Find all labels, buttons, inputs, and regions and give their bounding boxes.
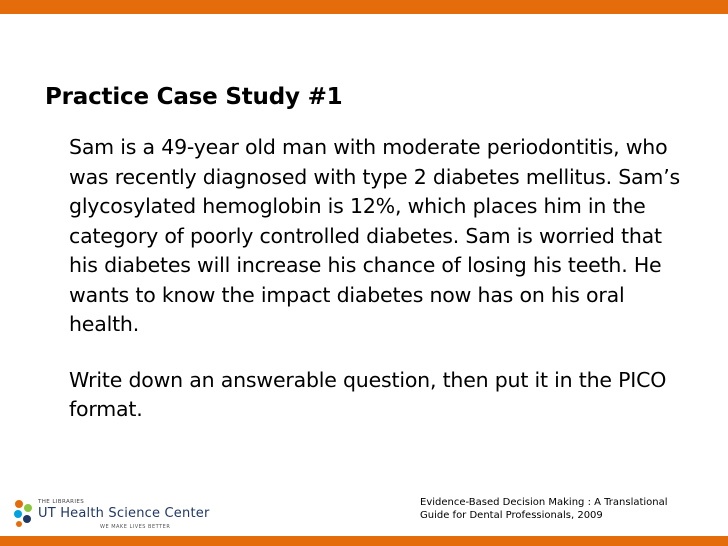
case-paragraph: Sam is a 49-year old man with moderate periodontitis, who was recently diagnosed with type 2 diabetes mellitus. Sam’s glycosylated hemoglobin is 12%, which places him in the category of poorly controlled diabetes. Sam is worried that his diabetes will increase his chance of losing his teeth. He wants to know the impact diabetes now has on his oral health. (69, 135, 680, 336)
top-accent-bar (0, 0, 728, 14)
logo-mark-icon (10, 498, 36, 530)
question-paragraph: Write down an answerable question, then put it in the PICO format. (69, 367, 667, 421)
citation-line-1: Evidence-Based Decision Making : A Translational (420, 497, 668, 508)
logo-tagline: WE MAKE LIVES BETTER (100, 524, 171, 530)
uthsc-logo (10, 494, 210, 534)
slide-title: Practice Case Study #1 (45, 84, 343, 110)
slide-body (69, 133, 691, 425)
citation-line-2: Guide for Dental Professionals, 2009 (420, 510, 603, 521)
logo-caption: THE LIBRARIES (38, 499, 85, 505)
bottom-accent-bar (0, 536, 728, 546)
citation (420, 496, 700, 522)
logo-name: UT Health Science Center (38, 506, 210, 521)
